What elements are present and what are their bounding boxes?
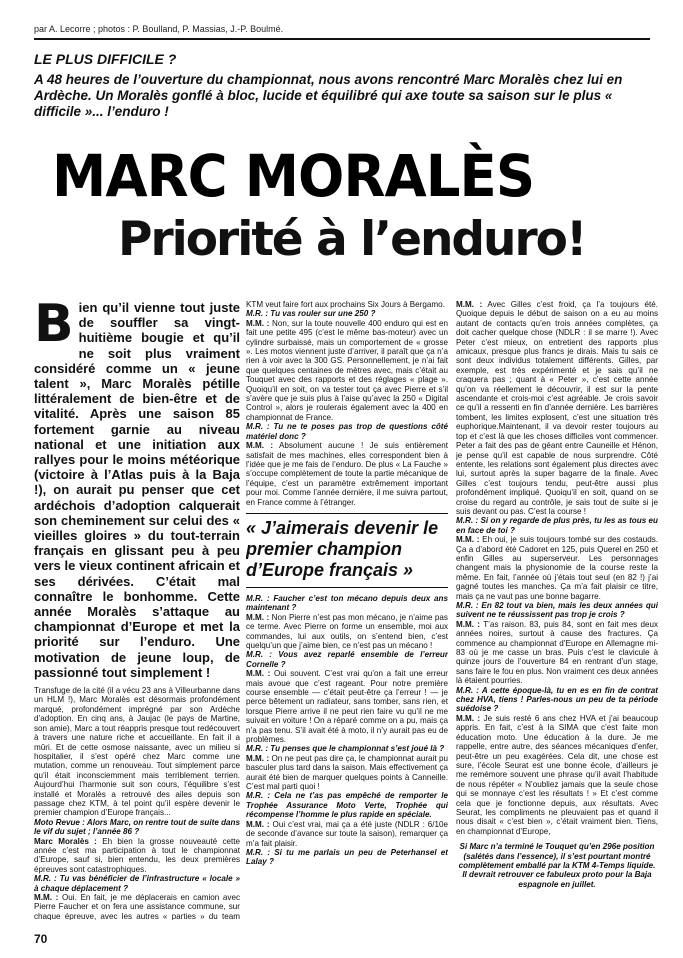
answer-text: On ne peut pas dire ça, le championnat aurait pu basculer plus tard dans la saison. Mais effectivement ça aurait été bien de marquer quelques points à Canneille. C’est mal parti quoi ! (246, 753, 448, 792)
question: M.R. : A cette époque-là, tu en es en fin de contrat chez HVA, tiens ! Parles-nous un peu de ta période suédoise ? (456, 685, 658, 714)
question: M.R. : Tu penses que le championnat s’est joué là ? (246, 744, 445, 754)
photo-credits: par A. Lecorre ; photos : P. Boulland, P. Massias, J.-P. Boulmé. (34, 24, 284, 34)
speaker-label: M.M. : (456, 713, 481, 723)
answer-text: Oui c’est vrai, mai ça a été juste (NDLR : 6/10e de seconde d’avance sur toute la saison), remarquer ça m’a fait plaisir. (246, 819, 448, 848)
speaker-label: M.M. : (456, 619, 481, 629)
kicker-heading: LE PLUS DIFFICILE ? (34, 51, 177, 67)
answer-text: Eh oui, je suis toujours tombé sur des costauds. Ça a d’abord été Cadoret en 125, puis Querel en 250 et enfin Gilles au superserveur. Les personnages changent mais la physionomie de la course reste la même. En fait, l’année où j’étais tout seul (en 82 !) j’ai gagné toutes les manches. Ça m’a fait plaisir ce titre, mais ça ne vaut pas une bonne bagarre. (456, 535, 658, 601)
speaker-label: M.M. : (246, 612, 270, 622)
lead-paragraph (34, 300, 240, 680)
body-text (456, 300, 658, 836)
answer (34, 893, 240, 920)
intro-paragraph: A 48 heures de l’ouverture du championnat, nous avons rencontré Marc Moralès chez lui en Ardèche. Un Moralès gonflé à bloc, lucide et équilibré qui axe toute sa saison sur le plus « difficile »... l’enduro ! (34, 72, 623, 119)
article-subtitle: Priorité à l’enduro! (118, 212, 586, 267)
answer (246, 820, 448, 848)
speaker-label: M.M. : (456, 535, 480, 545)
speaker-label: M.M. : (246, 441, 274, 451)
question: M.R. : Si on y regarde de plus près, tu les as tous eu en face de toi ? (456, 516, 658, 535)
speaker-label: M.M. : (34, 893, 59, 903)
question: M.R. : En 82 tout va bien, mais les deux années qui suivent ne te réussissent pas trop je crois ? (456, 601, 658, 620)
speaker-label: M.M. : (246, 669, 271, 679)
answer (456, 620, 658, 686)
answer (246, 754, 448, 792)
lead-text: ien qu’il vienne tout juste de souffler sa vingt-huitième bougie et qu’il ne soit plus vraiment considéré comme un « jeune talent », Marc Moralès pétille littéralement de bien-être et de vitalité. Après une saison 85 fortement garnie au niveau national et une initiation aux rallyes pour le moins météorique (victoire à l’Atlas puis à la Baja !), on aurait pu penser que cet ardéchois d’adoption calquerait son cheminement sur celui des « vieilles gloires » du tout-terrain français en glissant peu à peu vers le vieux continent africain et ses dérivées. C’était mal connaître le bonhomme. Cette année Moralès s’attaque au championnat d’Europe et met la priorité sur l’enduro. Une motivation de jeune loup, de passionné tout simplement ! (34, 300, 240, 680)
question: M.R. : Tu vas bénéficier de l’infrastructure « locale » à chaque déplacement ? (34, 874, 240, 893)
page-number: 70 (34, 932, 48, 946)
question: M.R. : Vous avez reparlé ensemble de l’erreur Cornelle ? (246, 650, 448, 669)
body-paragraph: KTM veut faire fort aux prochains Six Jours à Bergamo. (246, 300, 445, 309)
answer (456, 300, 658, 516)
answer (456, 535, 658, 601)
answer (246, 613, 448, 651)
speaker-label: M.M. : (456, 300, 483, 309)
answer (246, 319, 448, 422)
column-1 (34, 300, 240, 920)
question: M.R. : Si tu me parlais un peu de Peterhansel et Lalay ? (246, 847, 448, 867)
question: M.R. : Tu ne te poses pas trop de questions côté matériel donc ? (246, 422, 448, 441)
pull-quote-text: « J’aimerais devenir le premier champion d’Europe français » (246, 517, 439, 580)
body-text (34, 686, 240, 920)
question: M.R. : Faucher c’est ton mécano depuis deux ans maintenant ? (246, 593, 448, 613)
answer (456, 714, 658, 836)
answer-text: Non, sur la toute nouvelle 400 enduro qui est en fait une petite 495 (c’est le même bas-moteur) avec un cylindre surbaissé, mais un comportement de « grosse ». Les motos viennent juste d’arriver, il paraît que ça n’a rien à voir avec la 300 GS. Personnellement, je n’ai fait que quelques centaines de mètres avec, mais c’était au Touquet avec des rapports et des réglages « plage ». Quoiqu’il en soit, on va tester tout ça avec Pierre et s’il s’avère que je suis plus à l’aise qu’avec la 250 « Digital Control », alors je roulerais également avec la 400 en championnat de France. (246, 318, 448, 422)
body-text (246, 300, 448, 507)
speaker-label: M.M. : (246, 753, 270, 763)
question: M.R. : Cela ne t’as pas empêché de remporter le Trophée Assurance Moto Verte, Trophée qui récompense l’homme le plus rapide en spéciale. (246, 791, 448, 820)
answer-text: Eh bien la grosse nouveauté cette année c’est ma participation à tout le championnat d’Europe, sauf si, bien entendu, les deux premières épreuves sont catastrophiques. (34, 836, 240, 874)
answer-text: Oui souvent. C’est vrai qu’on a fait une erreur mais avoue que c’est rageant. Pour notre première course ensemble — c’était peut-être ça l’erreur ! — je perce bêtement un radiateur, sans tomber, sans rien, et lorsque Pierre arrive il ne peut rien faire vu qu’il ne me suivait en voiture ! On a réparé comme on a pu, mais ça n’a pas tenu. S’il avait été à moto, il n’y aurait pas eu de problèmes. (246, 669, 448, 745)
column-3 (456, 300, 658, 920)
answer (246, 669, 448, 744)
column-2 (246, 300, 448, 920)
answer-text: Oui. En fait, je me déplacerais en camion avec Pierre Faucher et on fera une assistance commune, sur chaque épreuve, avec les autres « parties » du team (34, 893, 240, 920)
answer-text: Absolument aucune ! Je suis entièrement satisfait de mes machines, elles correspondent bien à l’idée que je me fais de l’enduro. De plus « La Fauche » s’occupe complètement de toute la partie mécanique de l’équipe, c’est un paramètre extrêmement important pour moi. Comme l’année dernière, il me suivra partout, en France comme à l’étranger. (246, 441, 448, 507)
body-paragraph: Transfuge de la cité (il a vécu 23 ans à Villeurbanne dans un HLM !), Marc Moralès est désormais profondément marqué, profondément imprégné par son Ardèche d’adoption. En cinq ans, à Jaujac (le pays de Martine, son amie), Marc a tout réappris presque tout redécouvert à travers une nature riche et accueillante. En fait il a mûri. Et de cette osmose naissante, avec un milieu si hospitalier, il s’est opéré chez Marc comme une mutation, comme un renouveau. Tout simplement parce qu’il était inconsciemment mais terriblement terrien. Aujourd’hui l’harmonie suit son cours, l’équilibre s’est installé et Moralès a retrouvé des ailes depuis son passage chez KTM, à tel point qu’il espère devenir le premier champion d’Europe français... (34, 686, 240, 818)
speaker-label: M.M. : (246, 318, 270, 328)
body-text (246, 594, 448, 867)
answer-text: Non Pierre n’est pas mon mécano, je n’aime pas ce terme. Avec Pierre on forme un ensemble, moi aux commandes, lui aux outils, on s’entend bien, c’est quelqu’un que j’aime bien, ce n’est pas un mécano ! (246, 612, 448, 650)
drop-cap: B (34, 300, 74, 354)
pull-quote (246, 513, 448, 588)
speaker-label: M.M. : (246, 819, 270, 829)
question: M.R. : Tu vas rouler sur une 250 ? (246, 309, 376, 319)
article-title: MARC MORALÈS (52, 142, 535, 210)
question: Moto Revue : Alors Marc, on rentre tout de suite dans le vif du sujet ; l’année 86 ? (34, 817, 240, 837)
photo-caption: Si Marc n’a terminé le Touquet qu’en 296e position (salétés dans l’essence), il s’est pourtant montré complètement emballé par la KTM 4-Temps liquide. Il devrait retrouver ce fabuleux proto pour la Baja espagnole en juillet. (458, 842, 656, 889)
header-rule (34, 38, 650, 40)
speaker-label: Marc Moralès : (34, 836, 97, 846)
answer-text: Je suis resté 6 ans chez HVA et j’ai beaucoup appris. En fait, c’est à la SIMA que c’est faite mon éducation moto. Une éducation à la dure. Je me rappelle, entre autre, des séances mécaniques d’enfer, peut-être un peu exagérées. Cela dit, une chose est sure, l’école Seurat est une bonne école, d’ailleurs je me remémore souvent une phrase qu’il avait l’habitude de nous répéter « N’oubliez jamais que la seule chose qui se monnaye c’est les résultats ! » Et c’est comme cela que je fonctionne depuis, aux résultats. Avec Seurat, les compliments ne pleuvaient pas et quand il nous disait « c’est bien », c’était vraiment bien. Tiens, en championnat d’Europe, (456, 713, 658, 836)
answer (34, 837, 240, 875)
answer-text: Avec Gilles c’est froid, ça l’a toujours été. Quoique depuis le début de saison on a eu au moins autant de contacts qu’en trois années complètes, ça doit cacher quelque chose (NDLR : il se marre !). Avec Peter c’est mieux, on entretient des rapports plus amicaux, presque plus francs je dirais. Mais tu sais ce sont deux individus totalement différents. Gilles, par exemple, est très expérimenté et je sais qu’il ne craquera pas ; quant à « Peter », c’est cette année qu’on va réellement le découvrir, il est sur la pente ascendante et crois-moi c’est agréable. Je crois savoir ce qu’il a ressenti en fin d’année dernière. Les barrières tombent, les limites explosent, c’est une situation très euphorique.Maintenant, il va devoir rester toujours au top et c’est là que les choses difficiles vont commencer. Peter a fait des pas de géant entre Cauneille et Hénon, je pense qu’il est capable de nous surprendre. Côté entente, les relations sont également plus directes avec lui, surtout après la super bagarre de la finale. Avec Gilles c’est toujours tendu, peut-être aussi plus profondément impliqué. Quoiqu’il en soit, quand on se croise du regard au contrôle, je sais tout de suite si je suis devant ou pas. C’est la course ! (456, 300, 658, 516)
answer (246, 441, 448, 507)
answer-text: T’as raison. 83, puis 84, sont en fait mes deux années noires, surtout à cause des fractures. Ça commence au championnat d’Europe en Allemagne mi-83 où je me casse un bras. Puis c’est le clavicule à quinze jours de l’ouverture 84 en rentrant d’un stage, sans faire le fou en plus. Non vraiment ces deux années là étaient pourries. (456, 619, 658, 686)
